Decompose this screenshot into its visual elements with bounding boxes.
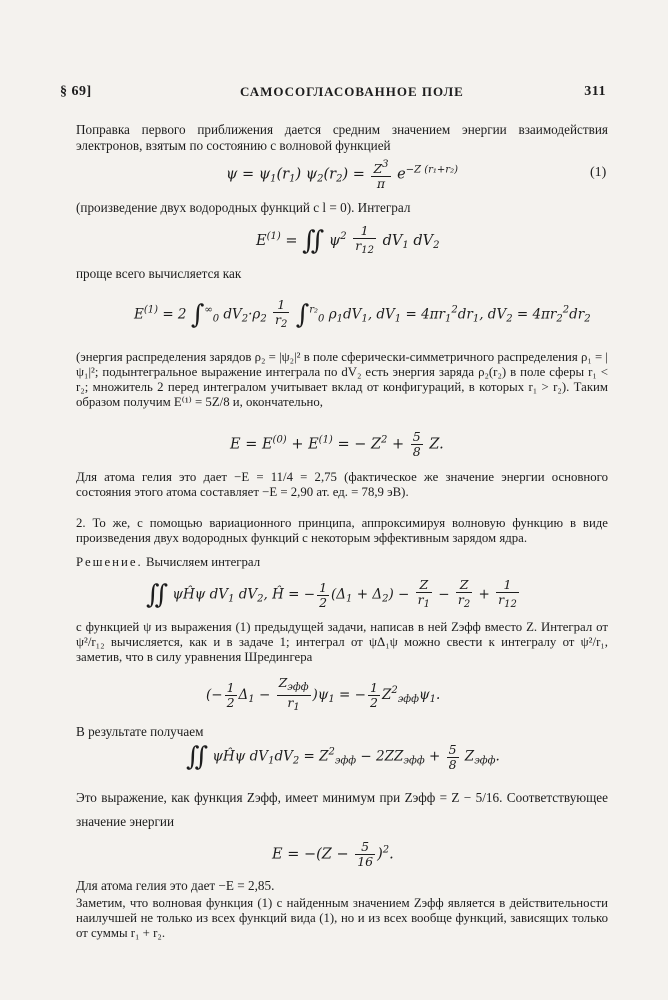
paragraph-7: [76, 555, 608, 570]
paragraph-4: (энергия распределения зарядов ρ₂ = |ψ₂|² в поле сферически-симметричного распределения ρ₁ = |ψ₁|²; подынтегральное выражение интеграла по dV₂ есть энергия заряда ρ₂(r₂) в поле сферы r₁ < r₂; множитель 2 перед интегралом учитывает вклад от конфигураций, в которых r₁ > r₂). Таким образом получим E⁽¹⁾ = 5Z/8 и, окончательно,: [76, 350, 608, 409]
paragraph-5: Для атома гелия это дает −E = 11/4 = 2,75 (фактическое же значение энергии основного состояния этого атома составляет −E = 2,90 ат. ед. = 78,9 эВ).: [76, 470, 608, 499]
equation-schrodinger: (− $\frac{1}{2}$ $\Delta_1$ − $\frac{Z_{эфф}}{r_1}$ )$\psi_1$ = − $\frac{1}{2}$ $Z^2_{эфф}\psi_1$.: [206, 675, 441, 713]
page-number: 311: [584, 84, 606, 99]
equation-1: $\psi = \psi_1(r_1) \psi_2(r_2)$ = $\frac{Z^3}{\pi}$ $e^{-Z (r_1+r_2)}$: [226, 159, 458, 191]
solution-text: Вычисляем интеграл: [142, 555, 261, 569]
running-title: САМОСОГЛАСОВАННОЕ ПОЛЕ: [240, 84, 464, 99]
equation-min-energy: E = −(Z − $\frac{5}{16}$ )$^2$.: [272, 839, 394, 869]
equation-energy-total: $E = E^{(0)} + E^{(1)}$ = − $Z^2$ + $\frac{5}{8}$ Z.: [230, 429, 444, 459]
paragraph-1: Поправка первого приближения дается средним значением энергии взаимодействия электронов, взятым по состоянию с волновой функцией: [76, 122, 608, 153]
equation-result: ∬ ψĤψ $dV_1dV_2 = Z^2_{эфф} - 2ZZ_{эфф}$ + $\frac{5}{8}$ $Z_{эфф}$.: [186, 741, 500, 772]
paragraph-2: (произведение двух водородных функций с l = 0). Интеграл: [76, 200, 411, 215]
section-number: § 69]: [60, 84, 92, 99]
solution-label: Решение.: [76, 555, 143, 569]
paragraph-9: В результате получаем: [76, 724, 204, 739]
equation-e1-expanded: $E^{(1)} = 2$ $\int^\infty_0$ $dV_2\cdot\rho_2$ $\frac{1}{r_2}$ ∫$^{r_2}_0$ $\rho_1dV_1$, $dV_1 = 4\pi r_1^2dr_1$, $dV_2 = 4\pi r_2^2dr_2$: [134, 297, 591, 330]
equation-e1-integral: $E^{(1)}$ = ∬ $\psi^2$ $\frac{1}{r_{12}}$ $dV_1$ $dV_2$: [256, 223, 440, 256]
equation-hamiltonian: ∬ ψĤψ $dV_1$ $dV_2$, Ĥ = − $\frac{1}{2}$ $(\Delta_1 + \Delta_2)$ − $\frac{Z}{r_1}$ − $\frac{Z}{r_2}$ + $\frac{1}{r_{12}}$: [146, 577, 517, 610]
paragraph-10: Это выражение, как функция Zэфф, имеет минимум при Zэфф = Z − 5/16. Соответствующее значение энергии: [76, 790, 608, 829]
paragraph-11: Для атома гелия это дает −E = 2,85.: [76, 878, 275, 893]
equation-number-1: (1): [590, 165, 607, 180]
paragraph-6: 2. То же, с помощью вариационного принципа, аппроксимируя волновую функцию в виде произведения двух водородных функций с некоторым эффективным зарядом ядра.: [76, 516, 608, 545]
paragraph-12: Заметим, что волновая функция (1) с найденным значением Zэфф является в действительности наилучшей не только из всех функций вида (1), но и из всех вообще функций, зависящих только от суммы r₁ + r₂.: [76, 896, 608, 940]
paragraph-3: проще всего вычисляется как: [76, 266, 242, 281]
paragraph-8: с функцией ψ из выражения (1) предыдущей задачи, написав в ней Zэфф вместо Z. Интеграл от ψ²/r₁₂ вычисляется, как и в задаче 1; интеграл от ψΔ₁ψ можно свести к интегралу от ψ²/r₁, заметив, что в силу уравнения Шредингера: [76, 620, 608, 664]
